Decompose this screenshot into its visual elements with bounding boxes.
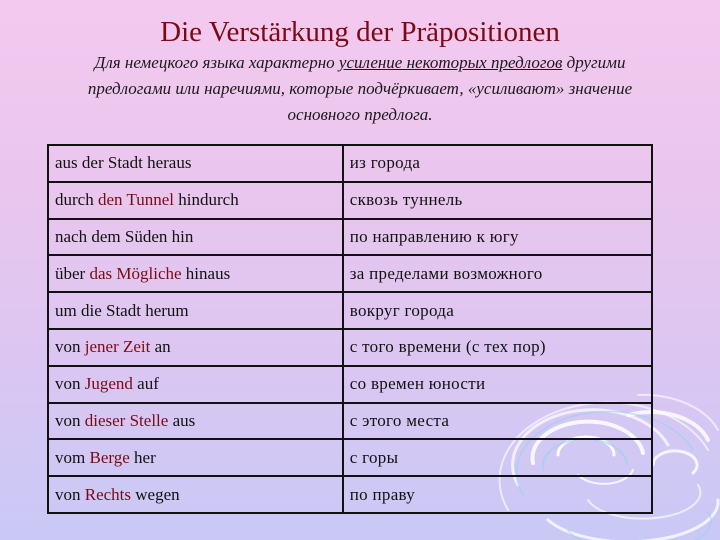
prepositions-table (47, 144, 653, 514)
russian-translation-cell: со времен юности (343, 366, 652, 403)
german-phrase-part: vom (55, 447, 90, 467)
german-phrase-part: von (55, 374, 85, 394)
german-phrase-cell (48, 329, 343, 366)
german-phrase-part: aus der Stadt heraus (55, 153, 192, 173)
table-row (48, 255, 652, 292)
table-row (48, 145, 652, 182)
table-row (48, 219, 652, 256)
intro-underlined-phrase: усиление некоторых предлогов (338, 53, 563, 72)
russian-translation-cell: с этого места (343, 403, 652, 440)
german-phrase-part: auf (132, 374, 159, 394)
german-phrase-highlight: dieser Stelle (84, 410, 169, 430)
german-phrase-part: von (55, 484, 85, 504)
german-phrase-cell (48, 366, 343, 403)
german-phrase-cell (48, 145, 343, 182)
table-row (48, 403, 652, 440)
russian-translation-cell: по праву (343, 476, 652, 513)
table-row (48, 439, 652, 476)
russian-translation-cell: за пределами возможного (343, 255, 652, 292)
german-phrase-part: um die Stadt herum (55, 300, 189, 320)
german-phrase-part: durch (55, 190, 98, 210)
slide-title: Die Verstärkung der Präpositionen (160, 16, 560, 48)
german-phrase-cell (48, 219, 343, 256)
table-row (48, 182, 652, 219)
german-phrase-part: von (55, 410, 85, 430)
german-phrase-part: hindurch (174, 190, 239, 210)
intro-paragraph (60, 50, 660, 128)
german-phrase-part: hinaus (181, 263, 231, 283)
german-phrase-cell (48, 292, 343, 329)
intro-text-end: другими предлогами или наречиями, которые подчёркивает, «усиливают» значение основного предлога. (87, 53, 633, 124)
table-row (48, 292, 652, 329)
german-phrase-part: von (55, 337, 85, 357)
german-phrase-highlight: Rechts (84, 484, 132, 504)
german-phrase-highlight: Berge (89, 447, 130, 467)
german-phrase-cell (48, 255, 343, 292)
german-phrase-highlight: Jugend (84, 374, 133, 394)
russian-translation-cell: с того времени (с тех пор) (343, 329, 652, 366)
german-phrase-cell (48, 403, 343, 440)
intro-text-start: Для немецкого языка характерно (94, 53, 339, 72)
german-phrase-part: her (129, 447, 156, 467)
russian-translation-cell: с горы (343, 439, 652, 476)
german-phrase-cell (48, 439, 343, 476)
german-phrase-part: nach dem Süden hin (55, 226, 194, 246)
german-phrase-part: über (55, 263, 90, 283)
russian-translation-cell: по направлению к югу (343, 219, 652, 256)
german-phrase-part: an (150, 337, 171, 357)
german-phrase-part: wegen (131, 484, 180, 504)
german-phrase-highlight: das Mögliche (89, 263, 182, 283)
german-phrase-part: aus (168, 410, 196, 430)
table-row (48, 366, 652, 403)
russian-translation-cell: из города (343, 145, 652, 182)
russian-translation-cell: вокруг города (343, 292, 652, 329)
russian-translation-cell: сквозь туннель (343, 182, 652, 219)
german-phrase-cell (48, 182, 343, 219)
table-row (48, 329, 652, 366)
german-phrase-cell (48, 476, 343, 513)
german-phrase-highlight: jener Zeit (84, 337, 151, 357)
german-phrase-highlight: den Tunnel (97, 190, 175, 210)
table-row (48, 476, 652, 513)
